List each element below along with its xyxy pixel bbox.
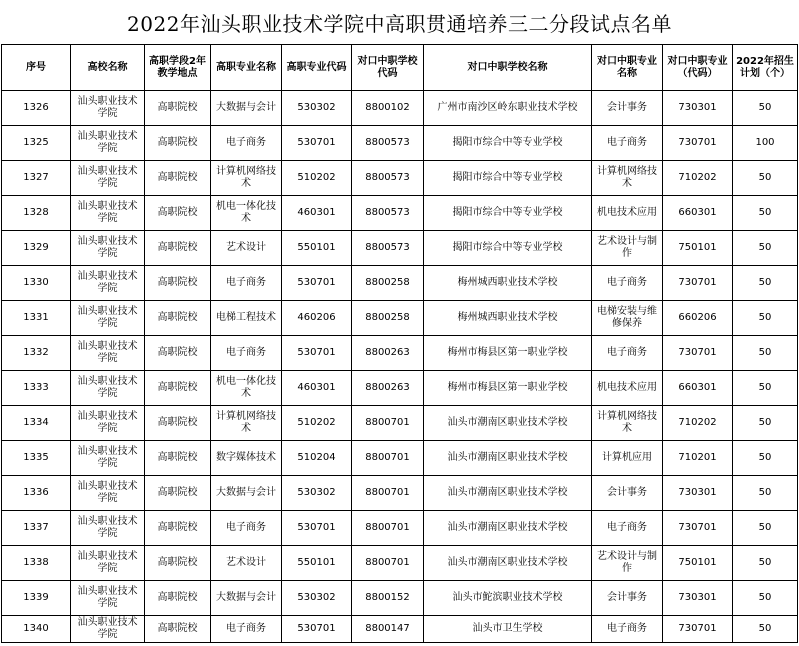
cell-vocational-code: 710201 [663, 441, 733, 476]
cell-major-code: 550101 [282, 546, 352, 581]
cell-location: 高职院校 [145, 161, 211, 196]
cell-school-code: 8800573 [352, 161, 424, 196]
cell-major-code: 530302 [282, 91, 352, 126]
cell-school-name: 揭阳市综合中等专业学校 [424, 161, 592, 196]
cell-vocational-code: 730301 [663, 91, 733, 126]
cell-school-code: 8800152 [352, 581, 424, 616]
cell-school-code: 8800701 [352, 476, 424, 511]
cell-school-code: 8800701 [352, 546, 424, 581]
cell-school-code: 8800573 [352, 196, 424, 231]
cell-index: 1333 [2, 371, 71, 406]
cell-index: 1326 [2, 91, 71, 126]
cell-vocational-major: 机电技术应用 [592, 196, 663, 231]
cell-major-name: 电子商务 [211, 266, 282, 301]
cell-plan: 50 [733, 301, 798, 336]
cell-plan: 50 [733, 406, 798, 441]
table-row [2, 546, 798, 581]
cell-school-name: 汕头市卫生学校 [424, 616, 592, 643]
cell-index: 1327 [2, 161, 71, 196]
cell-vocational-code: 730701 [663, 616, 733, 643]
cell-school-code: 8800701 [352, 511, 424, 546]
table-row [2, 371, 798, 406]
cell-location: 高职院校 [145, 511, 211, 546]
cell-major-name: 计算机网络技术 [211, 406, 282, 441]
cell-major-code: 530701 [282, 266, 352, 301]
cell-major-name: 电子商务 [211, 616, 282, 643]
cell-major-name: 机电一体化技术 [211, 371, 282, 406]
cell-school-name: 汕头市鮀滨职业技术学校 [424, 581, 592, 616]
cell-school-name: 汕头市潮南区职业技术学校 [424, 441, 592, 476]
cell-vocational-code: 750101 [663, 546, 733, 581]
cell-school-code: 8800263 [352, 371, 424, 406]
cell-college: 汕头职业技术学院 [71, 476, 145, 511]
cell-vocational-major: 计算机网络技术 [592, 161, 663, 196]
cell-vocational-code: 730701 [663, 511, 733, 546]
cell-school-name: 揭阳市综合中等专业学校 [424, 126, 592, 161]
cell-index: 1332 [2, 336, 71, 371]
cell-vocational-major: 艺术设计与制作 [592, 546, 663, 581]
col-header-index: 序号 [2, 45, 71, 91]
cell-school-name: 广州市南沙区岭东职业技术学校 [424, 91, 592, 126]
cell-location: 高职院校 [145, 371, 211, 406]
cell-school-name: 梅州市梅县区第一职业学校 [424, 371, 592, 406]
cell-school-code: 8800258 [352, 301, 424, 336]
cell-location: 高职院校 [145, 126, 211, 161]
cell-location: 高职院校 [145, 406, 211, 441]
table-row [2, 616, 798, 643]
cell-index: 1325 [2, 126, 71, 161]
table-row [2, 581, 798, 616]
cell-school-code: 8800573 [352, 231, 424, 266]
cell-location: 高职院校 [145, 91, 211, 126]
table-row [2, 231, 798, 266]
cell-college: 汕头职业技术学院 [71, 336, 145, 371]
cell-college: 汕头职业技术学院 [71, 301, 145, 336]
cell-college: 汕头职业技术学院 [71, 91, 145, 126]
cell-school-name: 汕头市潮南区职业技术学校 [424, 511, 592, 546]
cell-plan: 50 [733, 546, 798, 581]
cell-index: 1328 [2, 196, 71, 231]
cell-major-code: 530302 [282, 581, 352, 616]
cell-vocational-code: 730301 [663, 581, 733, 616]
cell-vocational-major: 会计事务 [592, 91, 663, 126]
cell-vocational-code: 730701 [663, 336, 733, 371]
table-row [2, 441, 798, 476]
cell-location: 高职院校 [145, 231, 211, 266]
cell-vocational-major: 电梯安装与维修保养 [592, 301, 663, 336]
cell-vocational-major: 电子商务 [592, 126, 663, 161]
cell-major-name: 艺术设计 [211, 546, 282, 581]
cell-vocational-code: 730301 [663, 476, 733, 511]
table-row [2, 406, 798, 441]
cell-major-code: 460301 [282, 196, 352, 231]
cell-vocational-code: 710202 [663, 406, 733, 441]
table-row [2, 196, 798, 231]
cell-major-code: 530701 [282, 511, 352, 546]
cell-major-name: 电子商务 [211, 511, 282, 546]
cell-plan: 50 [733, 336, 798, 371]
cell-index: 1336 [2, 476, 71, 511]
cell-vocational-code: 710202 [663, 161, 733, 196]
cell-index: 1334 [2, 406, 71, 441]
cell-vocational-major: 电子商务 [592, 511, 663, 546]
cell-plan: 50 [733, 196, 798, 231]
cell-vocational-major: 计算机网络技术 [592, 406, 663, 441]
cell-major-name: 数字媒体技术 [211, 441, 282, 476]
cell-vocational-major: 会计事务 [592, 581, 663, 616]
cell-location: 高职院校 [145, 196, 211, 231]
cell-plan: 50 [733, 371, 798, 406]
cell-major-code: 530701 [282, 126, 352, 161]
cell-school-name: 揭阳市综合中等专业学校 [424, 196, 592, 231]
cell-plan: 50 [733, 476, 798, 511]
col-header-major-name: 高职专业名称 [211, 45, 282, 91]
cell-major-name: 艺术设计 [211, 231, 282, 266]
cell-index: 1338 [2, 546, 71, 581]
table-row [2, 301, 798, 336]
cell-plan: 50 [733, 161, 798, 196]
cell-college: 汕头职业技术学院 [71, 266, 145, 301]
col-header-plan: 2022年招生计划（个） [733, 45, 798, 91]
cell-school-code: 8800573 [352, 126, 424, 161]
cell-major-name: 大数据与会计 [211, 581, 282, 616]
cell-location: 高职院校 [145, 441, 211, 476]
cell-vocational-major: 机电技术应用 [592, 371, 663, 406]
col-header-vocational-major: 对口中职专业名称 [592, 45, 663, 91]
cell-location: 高职院校 [145, 266, 211, 301]
cell-location: 高职院校 [145, 616, 211, 643]
cell-vocational-major: 计算机应用 [592, 441, 663, 476]
cell-school-name: 揭阳市综合中等专业学校 [424, 231, 592, 266]
cell-location: 高职院校 [145, 301, 211, 336]
cell-school-code: 8800701 [352, 406, 424, 441]
cell-school-name: 汕头市潮南区职业技术学校 [424, 476, 592, 511]
page-title: 2022年汕头职业技术学院中高职贯通培养三二分段试点名单 [127, 11, 672, 36]
col-header-vocational-code: 对口中职专业（代码） [663, 45, 733, 91]
cell-college: 汕头职业技术学院 [71, 126, 145, 161]
cell-location: 高职院校 [145, 546, 211, 581]
cell-major-name: 电梯工程技术 [211, 301, 282, 336]
col-header-college: 高校名称 [71, 45, 145, 91]
cell-school-code: 8800701 [352, 441, 424, 476]
cell-plan: 50 [733, 441, 798, 476]
cell-index: 1339 [2, 581, 71, 616]
cell-college: 汕头职业技术学院 [71, 161, 145, 196]
cell-major-code: 510202 [282, 161, 352, 196]
cell-major-name: 计算机网络技术 [211, 161, 282, 196]
cell-vocational-major: 电子商务 [592, 336, 663, 371]
cell-index: 1337 [2, 511, 71, 546]
cell-vocational-code: 750101 [663, 231, 733, 266]
cell-vocational-code: 660301 [663, 371, 733, 406]
cell-vocational-code: 660206 [663, 301, 733, 336]
cell-college: 汕头职业技术学院 [71, 616, 145, 643]
cell-vocational-major: 艺术设计与制作 [592, 231, 663, 266]
cell-college: 汕头职业技术学院 [71, 406, 145, 441]
cell-major-name: 机电一体化技术 [211, 196, 282, 231]
cell-index: 1335 [2, 441, 71, 476]
table-row [2, 266, 798, 301]
col-header-school-name: 对口中职学校名称 [424, 45, 592, 91]
cell-major-code: 510204 [282, 441, 352, 476]
cell-plan: 50 [733, 511, 798, 546]
cell-plan: 50 [733, 231, 798, 266]
cell-major-code: 460206 [282, 301, 352, 336]
cell-plan: 50 [733, 91, 798, 126]
col-header-major-code: 高职专业代码 [282, 45, 352, 91]
cell-major-code: 550101 [282, 231, 352, 266]
cell-vocational-code: 660301 [663, 196, 733, 231]
cell-college: 汕头职业技术学院 [71, 441, 145, 476]
cell-major-name: 大数据与会计 [211, 91, 282, 126]
cell-major-code: 530701 [282, 616, 352, 643]
table-row [2, 126, 798, 161]
cell-college: 汕头职业技术学院 [71, 546, 145, 581]
table-row [2, 476, 798, 511]
table-row [2, 336, 798, 371]
cell-vocational-major: 电子商务 [592, 266, 663, 301]
cell-major-name: 电子商务 [211, 336, 282, 371]
pilot-list-table [1, 44, 798, 643]
cell-college: 汕头职业技术学院 [71, 581, 145, 616]
cell-college: 汕头职业技术学院 [71, 231, 145, 266]
cell-college: 汕头职业技术学院 [71, 511, 145, 546]
cell-plan: 50 [733, 266, 798, 301]
cell-index: 1330 [2, 266, 71, 301]
col-header-location: 高职学段2年教学地点 [145, 45, 211, 91]
cell-vocational-major: 会计事务 [592, 476, 663, 511]
cell-plan: 50 [733, 616, 798, 643]
cell-plan: 100 [733, 126, 798, 161]
cell-school-name: 汕头市潮南区职业技术学校 [424, 406, 592, 441]
cell-index: 1331 [2, 301, 71, 336]
cell-school-code: 8800258 [352, 266, 424, 301]
table-row [2, 161, 798, 196]
cell-index: 1329 [2, 231, 71, 266]
cell-location: 高职院校 [145, 476, 211, 511]
table-row [2, 91, 798, 126]
cell-major-code: 460301 [282, 371, 352, 406]
cell-major-name: 大数据与会计 [211, 476, 282, 511]
cell-school-name: 梅州市梅县区第一职业学校 [424, 336, 592, 371]
cell-school-code: 8800102 [352, 91, 424, 126]
cell-major-name: 电子商务 [211, 126, 282, 161]
cell-plan: 50 [733, 581, 798, 616]
cell-major-code: 510202 [282, 406, 352, 441]
table-row [2, 511, 798, 546]
cell-vocational-code: 730701 [663, 126, 733, 161]
cell-college: 汕头职业技术学院 [71, 196, 145, 231]
cell-school-name: 梅州城西职业技术学校 [424, 266, 592, 301]
cell-location: 高职院校 [145, 581, 211, 616]
cell-vocational-major: 电子商务 [592, 616, 663, 643]
cell-school-name: 梅州城西职业技术学校 [424, 301, 592, 336]
cell-index: 1340 [2, 616, 71, 643]
cell-major-code: 530701 [282, 336, 352, 371]
col-header-school-code: 对口中职学校代码 [352, 45, 424, 91]
cell-location: 高职院校 [145, 336, 211, 371]
cell-vocational-code: 730701 [663, 266, 733, 301]
cell-school-name: 汕头市潮南区职业技术学校 [424, 546, 592, 581]
cell-college: 汕头职业技术学院 [71, 371, 145, 406]
header-row [2, 45, 798, 91]
cell-school-code: 8800147 [352, 616, 424, 643]
cell-major-code: 530302 [282, 476, 352, 511]
cell-school-code: 8800263 [352, 336, 424, 371]
